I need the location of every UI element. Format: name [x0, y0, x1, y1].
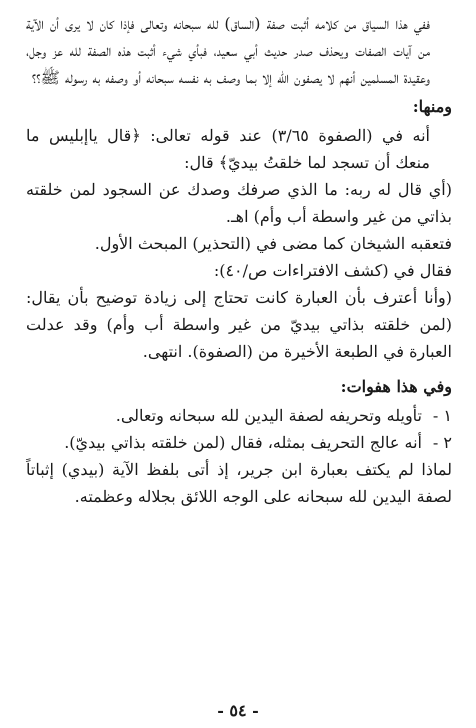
paragraph-shaykhan: فتعقبه الشيخان كما مضى في (التحذير) المبحث الأول.	[94, 234, 452, 253]
paragraph-kashf: فقال في (كشف الافتراءات ص/٤٠):	[213, 261, 452, 280]
paragraph-ibn-jarir: لماذا لم يكتف بعبارة ابن جرير، إذ أتى بلفظ الآية (بيدي) إثباتاً لصفة اليدين لله سبحانه على الوجه اللائق بجلاله وعظمته.	[26, 460, 452, 506]
paragraph-itiraf: (وأنا أعترف بأن العبارة كانت تحتاج إلى زيادة توضيح بأن يقال: (لمن خلقته بذاتي بيديّ من غير واسطة أب وأم) وقد عدلت العبارة في الطبعة الأخيرة من (الصفوة). انتهى.	[26, 288, 452, 361]
hafawat-list	[26, 402, 452, 456]
list-number: ١ -	[432, 406, 452, 425]
list-item	[26, 429, 452, 456]
paragraph-rabbuh-quote: (أي قال له ربه: ما الذي صرفك وصدك عن السجود لمن خلقته بذاتي من غير واسطة أب وأم) اهـ.	[26, 180, 452, 226]
page-number: - ٥٤ -	[217, 701, 259, 720]
list-text: تأويله وتحريفه لصفة اليدين لله سبحانه وتعالى.	[115, 406, 422, 425]
paragraph-safwa-quote: أنه في (الصفوة ٣/٦٥) عند قوله تعالى: ﴿قال ياإبليس ما منعك أن تسجد لما خلقتُ بيديّ﴾ قال:	[26, 126, 430, 172]
paragraph-saq: ففي هذا السياق من كلامه أثبت صفة (الساق) لله سبحانه وتعالى فإذا كان لا يرى أن الآية من آيات الصفات ويحذف صدر حديث أبي سعيد، فبأي شيء أثبت هذه الصفة لله عز وجل، وعقيدة المسلمين أنهم لا يصفون الله إلا بما وصف به نفسه سبحانه أو وصفه به رسوله ﷺ؟؟	[26, 14, 430, 87]
list-item	[26, 402, 452, 429]
heading-hafawat: وفي هذا هفوات:	[340, 377, 452, 396]
heading-wa-minha: ومنها:	[412, 97, 452, 116]
list-number: ٢ -	[432, 433, 452, 452]
list-text: أنه عالج التحريف بمثله، فقال (لمن خلقته بذاتي بيديّ).	[64, 433, 422, 452]
